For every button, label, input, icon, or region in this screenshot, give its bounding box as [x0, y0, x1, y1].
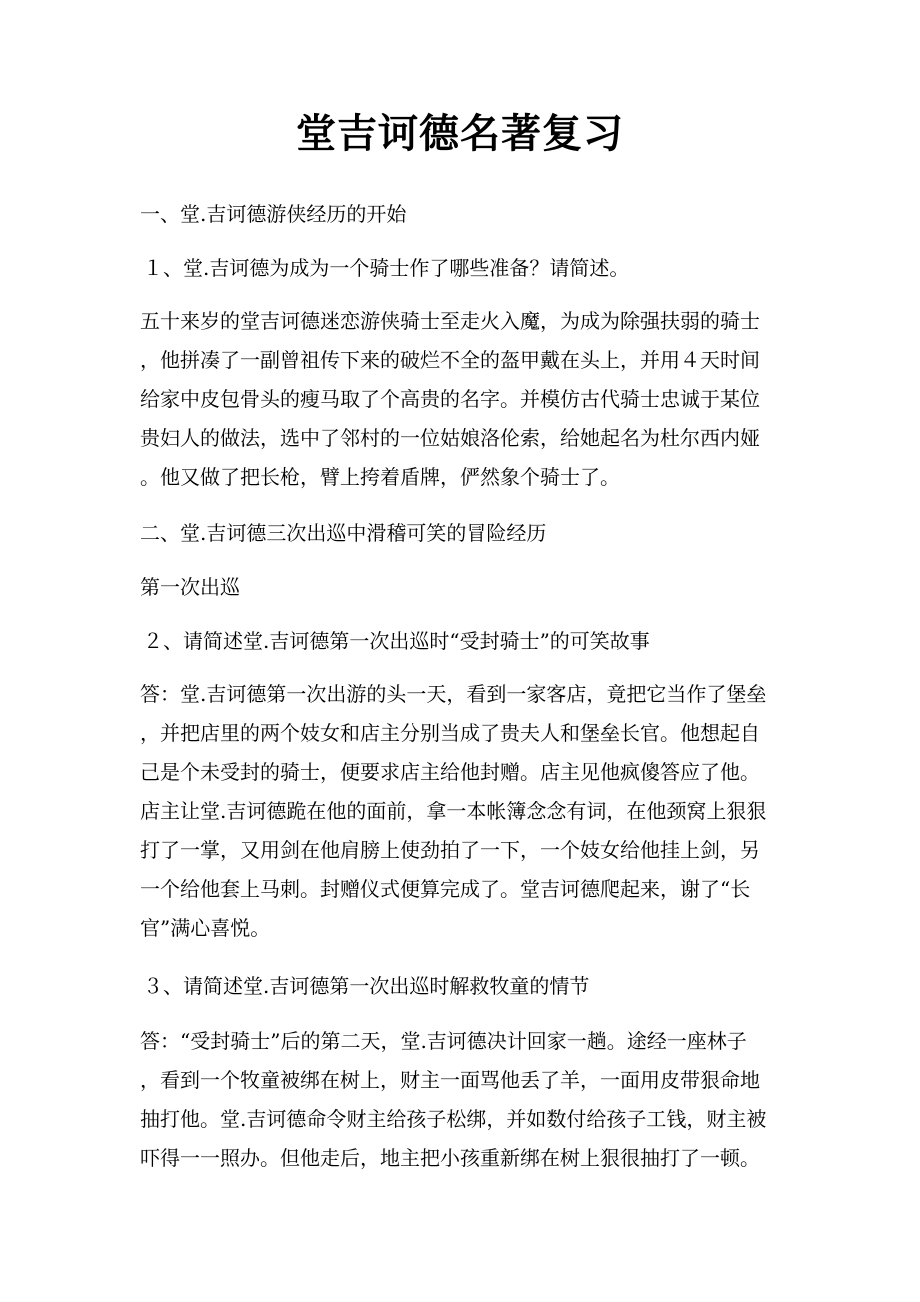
answer-2-line: 答：堂.吉诃德第一次出游的头一天，看到一家客店，竟把它当作了堡垒 [140, 682, 767, 706]
answer-1-line: 。他又做了把长枪，臂上挎着盾牌，俨然象个骑士了。 [140, 465, 620, 489]
question-1: １、堂.吉诃德为成为一个骑士作了哪些准备？请简述。 [143, 256, 630, 280]
question-2: ２、请简述堂.吉诃德第一次出巡时“受封骑士”的可笑故事 [143, 629, 650, 653]
answer-1-line: ，他拼凑了一副曾祖传下来的破烂不全的盔甲戴在头上，并用４天时间 [140, 348, 760, 372]
answer-2-paragraph [140, 675, 790, 948]
answer-2-line: ，并把店里的两个妓女和店主分别当成了贵夫人和堡垒长官。他想起自 [140, 721, 760, 745]
answer-2-line: 己是个未受封的骑士，便要求店主给他封赠。店主见他疯傻答应了他。 [140, 760, 760, 784]
answer-3-line: 抽打他。堂.吉诃德命令财主给孩子松绑，并如数付给孩子工钱，财主被 [140, 1107, 767, 1131]
section-heading-1: 一、堂.吉诃德游侠经历的开始 [140, 202, 407, 226]
answer-1-line: 五十来岁的堂吉诃德迷恋游侠骑士至走火入魔，为成为除强扶弱的骑士 [140, 309, 760, 333]
answer-2-line: 店主让堂.吉诃德跪在他的面前，拿一本帐簿念念有词，在他颈窝上狠狠 [140, 799, 767, 823]
page-title: 堂吉诃德名著复习 [296, 110, 624, 157]
sub-heading-first-tour: 第一次出巡 [140, 575, 240, 599]
answer-1-line: 贵妇人的做法，选中了邻村的一位姑娘洛伦索，给她起名为杜尔西内娅 [140, 426, 760, 450]
answer-2-line: 一个给他套上马刺。封赠仪式便算完成了。堂吉诃德爬起来，谢了“长 [140, 877, 751, 901]
answer-3-line: 吓得一一照办。但他走后，地主把小孩重新绑在树上狠很抽打了一顿。 [140, 1146, 760, 1170]
answer-1-paragraph [140, 302, 790, 497]
answer-2-line: 官”满心喜悦。 [140, 916, 271, 940]
question-3: ３、请简述堂.吉诃德第一次出巡时解救牧童的情节 [143, 974, 590, 998]
answer-1-line: 给家中皮包骨头的瘦马取了个高贵的名字。并模仿古代骑士忠诚于某位 [140, 387, 760, 411]
answer-3-line: 答：“受封骑士”后的第二天，堂.吉诃德决计回家一趟。途经一座林子 [140, 1029, 747, 1053]
answer-3-line: ，看到一个牧童被绑在树上，财主一面骂他丢了羊，一面用皮带狠命地 [140, 1068, 760, 1092]
answer-3-paragraph [140, 1022, 790, 1178]
section-heading-2: 二、堂.吉诃德三次出巡中滑稽可笑的冒险经历 [140, 521, 547, 545]
answer-2-line: 打了一掌，又用剑在他肩膀上使劲拍了一下，一个妓女给他挂上剑，另 [140, 838, 760, 862]
